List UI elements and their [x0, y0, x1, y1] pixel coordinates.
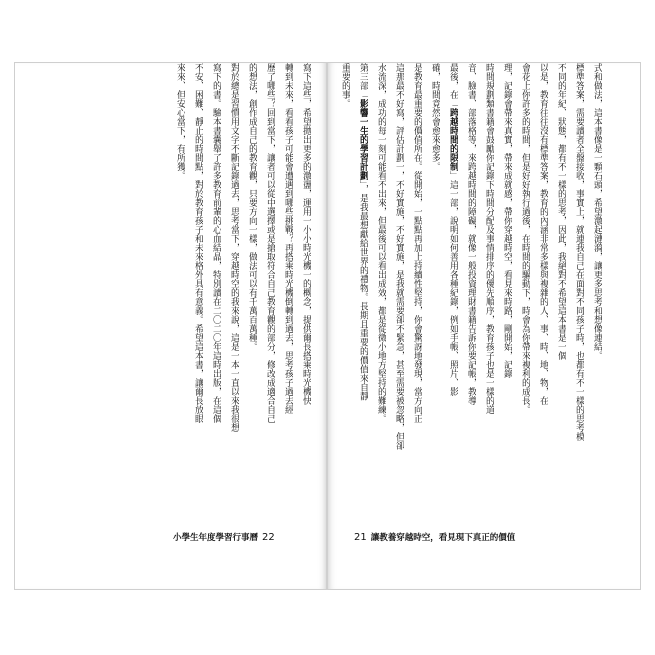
right-page [327, 62, 641, 590]
text-column: 時間規劃類書籍會鼓勵你記錄下時間分配及事情排序的優先順序，教育孩子也是一樣的道 [484, 63, 494, 414]
left-page [14, 62, 327, 590]
text-column: 轉到未來，看看孩子可能會遭遇到哪些挑戰？再搭乘時光機倒轉到過去，思考孩子過去經 [283, 63, 293, 414]
section-title-highlight: 跨越時間的限制 [448, 108, 458, 171]
text-column: 理，記錄會帶來真實，帶來成就感，帶你穿越時空，看見來時路，剛開始，記錄 [502, 63, 512, 378]
text-column: 這那最不好寫，評估計劃一，不好實施，不好實施，是我就需要卻不緊急，甚至需要被忽略，但卻 [394, 63, 404, 450]
text-column: 重要的事。 [340, 63, 350, 108]
page-number: 21 [354, 532, 367, 543]
book-spread [14, 62, 641, 590]
text-column: 對於總是習慣用文字不斷記錄過去，思考當下，穿越時空的我來說，這是一本一直以來我很想 [229, 63, 239, 432]
text-column: 歷了哪些？回到當下，讓者可以從中選擇或是搶取符合自己教育觀的部分，修改成適合自己 [265, 63, 275, 423]
text-column: 寫下的書。驗本書囊舉了許多教育前輩的心血結晶，特別讀在二〇二〇年這時出版，在這個 [211, 63, 221, 423]
page-footer [173, 531, 279, 543]
text-column: 以是，教育往往沒有標準答案，教育的內涵非常多樣與複雜的人、事、時、地、物，在 [538, 63, 548, 405]
text-column: 的想法，創作成自己的教育觀，只要方向一樣，做法可以有千萬百萬種。 [247, 63, 257, 351]
text-column: 水流深，成功的每一刻可能看不出來，但最後可以看出成效，都是從微小地方堅持的難練。 [376, 63, 386, 423]
text-column: 不安、困難、靜止的時間點，對於教育孩子和未來格外具有意義。希望這本書，讓爾長放眼 [193, 63, 203, 423]
page-number: 22 [262, 532, 275, 543]
text-column: 寫下這些，希望拋出更多的激盪，運用一小小時光機一的概念，提供爾長搭乘時光機快 [301, 63, 311, 405]
text-column: 確，時間竟然會愈來愈多。 [430, 63, 440, 171]
text-column: 來來、但安心當下，有所獲。 [175, 63, 185, 180]
text-column: 音、臉書、部落格等，來跨越時間的障礙，就像一般投資理財書籍告訴你要記帳，教導 [466, 63, 476, 405]
text-column: 不同的年紀、狀態，都有不一樣的思考，因此，我絕對不希望這本書是一個 [556, 63, 566, 360]
text-column: 標準答案，需要讀者全盤接收，事實上，就連我自己在面對不同孩子時，也都有不一樣的思考模 [574, 63, 584, 441]
text-column: 是教育最重要的價值所在。從開始，一點點再加上持續性堅持，你會驚訝地發現，當方向正 [412, 63, 422, 423]
text-column: 最後，在「跨越時間的限制」這一部，說明如何善用各種紀錄，例如手帳、照片、影 [448, 63, 458, 396]
text-column: 式和做法，這本書像是一顆石頭，希望激起漣漪，讓更多思考和想像連結。 [592, 63, 602, 360]
text-column: 會花上你許多的時間，但是好好執行過後，在時間的驅動下，時會為你帶來複利的成長。 [520, 63, 530, 414]
section-title-highlight: 影響一生的學習計劃 [358, 99, 368, 180]
page-footer [350, 531, 515, 543]
text-column: 第三部「影響一生的學習計劃」，是我最想獻給世界的禮物。長期且重要的價值來自靜 [358, 63, 368, 401]
running-title: 小學生年度學習行事曆 [173, 533, 259, 543]
running-title: 讓教養穿越時空，看見現下真正的價值 [370, 533, 516, 543]
